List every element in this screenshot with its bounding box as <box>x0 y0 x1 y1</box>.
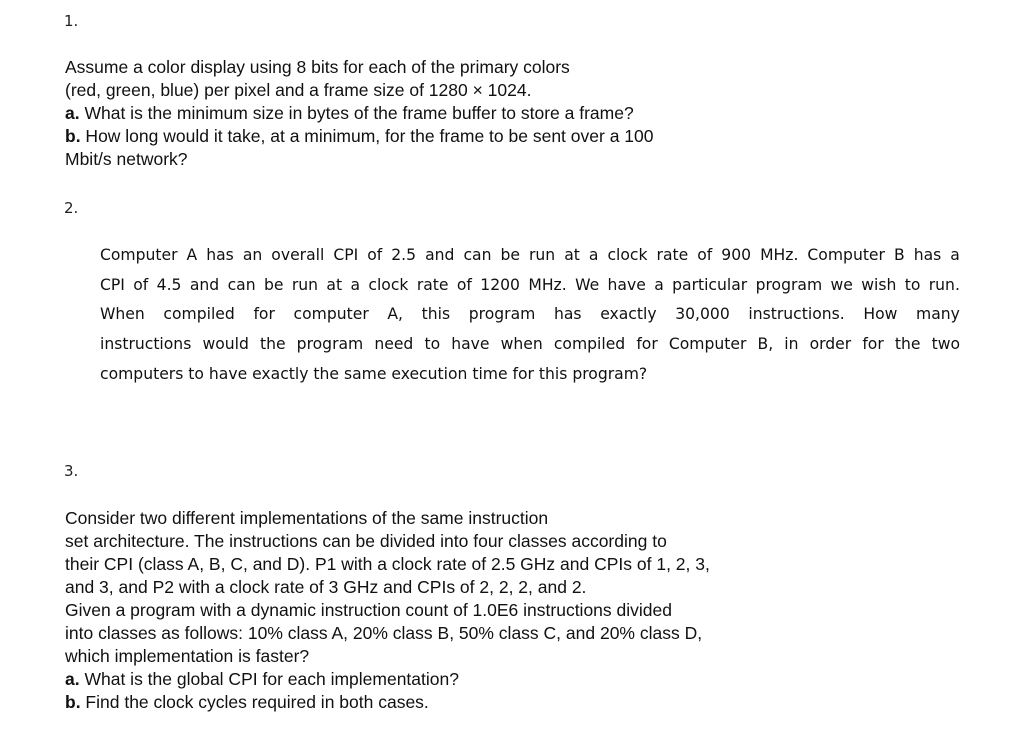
q2-line-3 <box>100 300 960 330</box>
word: at <box>564 246 580 264</box>
word: A, <box>387 305 404 324</box>
q3-part-a <box>65 668 710 691</box>
word: CPI <box>100 275 125 294</box>
word: a <box>350 275 361 294</box>
word: rate <box>656 246 689 264</box>
word: an <box>242 246 263 264</box>
word: and <box>189 275 220 294</box>
word: clock <box>607 246 648 264</box>
q3-line-6: into classes as follows: 10% class A, 20% class B, 50% class C, and 20% class D, <box>65 623 703 643</box>
q3-part-b-label: b. <box>65 692 81 712</box>
word: A <box>186 246 198 264</box>
word: for <box>636 335 658 354</box>
q3-line-1: Consider two different implementations of the same instruction <box>65 508 549 528</box>
q1-part-a-text: What is the minimum size in bytes of the frame buffer to store a frame? <box>79 103 634 123</box>
word: at <box>326 275 343 294</box>
q2-line-4 <box>100 330 960 360</box>
word: 30,000 <box>675 305 730 324</box>
word: compiled <box>553 335 626 354</box>
word: be <box>500 246 520 264</box>
word: this <box>421 305 451 324</box>
word: Computer <box>807 246 885 264</box>
word: We <box>575 275 600 294</box>
word: many <box>916 305 960 324</box>
q1-part-b-label: b. <box>65 126 81 146</box>
question-1-number: 1. <box>64 12 79 30</box>
word: Computer <box>668 335 747 354</box>
word: we <box>830 275 853 294</box>
q3-part-b-text: Find the clock cycles required in both cases. <box>80 692 429 712</box>
word: How <box>863 305 898 324</box>
word: run <box>291 275 319 294</box>
word: and <box>425 246 455 264</box>
word: clock <box>368 275 409 294</box>
word: B <box>893 246 905 264</box>
word: a <box>588 246 599 264</box>
word: instructions <box>100 335 192 354</box>
question-3-number: 3. <box>64 462 79 480</box>
question-2-text <box>100 241 960 390</box>
q2-line-5: computers to have exactly the same execution time for this program? <box>100 364 648 383</box>
word: for <box>253 305 275 324</box>
word: has <box>913 246 942 264</box>
word: B, <box>757 335 774 354</box>
q1-part-b <box>65 125 653 148</box>
q3-line-2: set architecture. The instructions can be divided into four classes according to <box>65 531 667 551</box>
word: a <box>950 246 960 264</box>
word: run <box>529 246 556 264</box>
word: of <box>133 275 149 294</box>
word: exactly <box>600 305 657 324</box>
word: the <box>894 335 921 354</box>
word: need <box>374 335 414 354</box>
word: when <box>500 335 543 354</box>
word: to <box>424 335 441 354</box>
word: have <box>607 275 646 294</box>
question-1-text <box>65 56 653 171</box>
word: overall <box>271 246 325 264</box>
word: program <box>296 335 364 354</box>
word: has <box>206 246 234 264</box>
word: has <box>553 305 582 324</box>
q3-part-b <box>65 691 710 714</box>
q3-part-a-label: a. <box>65 669 80 689</box>
word: can <box>463 246 492 264</box>
word: the <box>259 335 286 354</box>
word: rate <box>416 275 449 294</box>
word: in <box>784 335 799 354</box>
word: can <box>227 275 256 294</box>
word: to <box>904 275 921 294</box>
q3-line-5: Given a program with a dynamic instruction count of 1.0E6 instructions divided <box>65 600 672 620</box>
word: have <box>451 335 490 354</box>
word: CPI <box>333 246 359 264</box>
q1-intro-line-2: (red, green, blue) per pixel and a frame size of 1280 × 1024. <box>65 80 532 100</box>
word: of <box>367 246 383 264</box>
word: program <box>468 305 536 324</box>
q2-line-1 <box>100 241 960 271</box>
word: Computer <box>100 246 178 264</box>
word: 1200 <box>480 275 520 294</box>
word: of <box>456 275 472 294</box>
word: 900 <box>721 246 752 264</box>
q2-line-2 <box>100 271 960 301</box>
q3-part-a-text: What is the global CPI for each implementation? <box>79 669 459 689</box>
word: for <box>862 335 884 354</box>
word: compiled <box>163 305 235 324</box>
word: When <box>100 305 145 324</box>
word: be <box>263 275 284 294</box>
word: computer <box>293 305 369 324</box>
word: MHz. <box>528 275 567 294</box>
q3-line-7: which implementation is faster? <box>65 646 310 666</box>
q1-part-b-continuation: Mbit/s network? <box>65 149 188 169</box>
question-3-text <box>65 507 710 714</box>
word: instructions. <box>748 305 845 324</box>
question-2-number: 2. <box>64 199 79 217</box>
word: a <box>654 275 664 294</box>
word: MHz. <box>760 246 799 264</box>
q1-intro-line-1: Assume a color display using 8 bits for each of the primary colors <box>65 57 570 77</box>
word: of <box>697 246 713 264</box>
word: run. <box>928 275 960 294</box>
word: particular <box>672 275 748 294</box>
q1-part-a-label: a. <box>65 103 80 123</box>
q3-line-4: and 3, and P2 with a clock rate of 3 GHz and CPIs of 2, 2, 2, and 2. <box>65 577 587 597</box>
q1-part-b-text: How long would it take, at a minimum, for the frame to be sent over a 100 <box>80 126 654 146</box>
word: would <box>202 335 249 354</box>
word: two <box>931 335 960 354</box>
word: program <box>755 275 823 294</box>
word: order <box>809 335 852 354</box>
word: 4.5 <box>156 275 182 294</box>
word: wish <box>861 275 897 294</box>
word: 2.5 <box>391 246 417 264</box>
q3-line-3: their CPI (class A, B, C, and D). P1 with a clock rate of 2.5 GHz and CPIs of 1, 2, 3, <box>65 554 710 574</box>
q1-part-a <box>65 102 653 125</box>
